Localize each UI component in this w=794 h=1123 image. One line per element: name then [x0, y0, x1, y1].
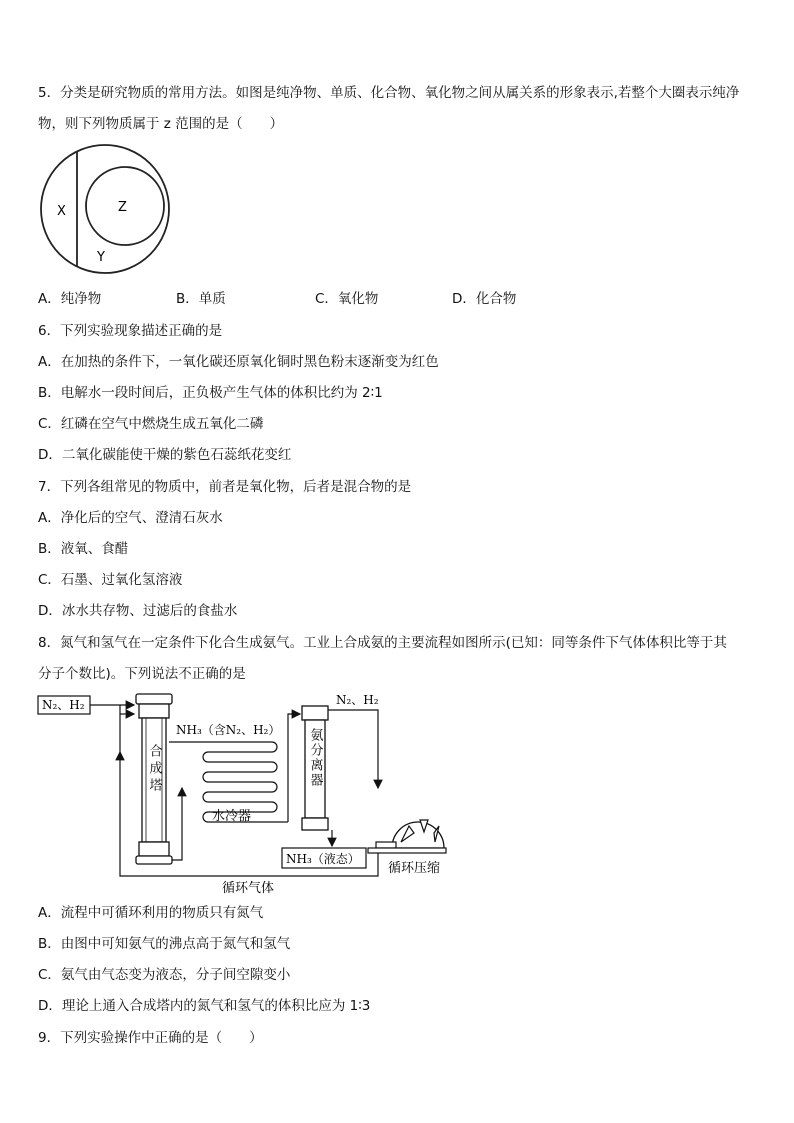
- product-label: NH₃（含N₂、H₂）: [176, 723, 281, 737]
- venn-label-x: X: [57, 204, 66, 219]
- q5-option-a: A．纯净物: [38, 291, 102, 307]
- q7-option-d: D．冰水共存物、过滤后的食盐水: [38, 603, 238, 619]
- circulating-compressor: [368, 820, 446, 853]
- q7-option-c: C．石墨、过氧化氢溶液: [38, 572, 183, 588]
- q6-stem: 6．下列实验现象描述正确的是: [38, 323, 223, 339]
- q9-stem: 9．下列实验操作中正确的是（ ）: [38, 1030, 263, 1046]
- venn-label-z: Z: [118, 200, 127, 215]
- separator-label: 氨分离器: [307, 728, 323, 788]
- q8-option-c: C．氨气由气态变为液态，分子间空隙变小: [38, 967, 291, 983]
- q6-option-a: A．在加热的条件下，一氧化碳还原氧化铜时黑色粉末逐渐变为红色: [38, 354, 439, 370]
- liquid-label: NH₃（液态）: [286, 852, 360, 866]
- venn-diagram: [38, 143, 174, 275]
- venn-label-y: Y: [97, 250, 105, 265]
- q8-stem-line1: 8．氮气和氢气在一定条件下化合生成氨气。工业上合成氨的主要流程如图所示(已知：同等条件下气体体积比等于其: [38, 635, 727, 651]
- recycle-top-label: N₂、H₂: [336, 693, 379, 707]
- q7-option-a: A．净化后的空气、澄清石灰水: [38, 510, 223, 526]
- q6-option-d: D．二氧化碳能使干燥的紫色石蕊纸花变红: [38, 447, 292, 463]
- q6-option-c: C．红磷在空气中燃烧生成五氧化二磷: [38, 416, 264, 432]
- q7-option-b: B．液氧、食醋: [38, 541, 129, 557]
- ammonia-process-diagram: [36, 692, 456, 898]
- loop-label: 循环气体: [222, 881, 275, 896]
- compressor-label: 循环压缩: [388, 861, 441, 876]
- q5-option-d: D．化合物: [452, 291, 517, 307]
- input-label: N₂、H₂: [42, 698, 85, 712]
- q5-option-c: C．氧化物: [315, 291, 379, 307]
- cooler-label: 水冷器: [212, 809, 252, 824]
- q8-option-b: B．由图中可知氨气的沸点高于氮气和氢气: [38, 936, 291, 952]
- tower-label: 合成塔: [146, 744, 162, 795]
- q5-stem-line2: 物，则下列物质属于 z 范围的是（ ）: [38, 116, 284, 132]
- q5-option-b: B．单质: [176, 291, 226, 307]
- q6-option-b: B．电解水一段时间后，正负极产生气体的体积比约为 2∶1: [38, 385, 383, 401]
- q8-stem-line2: 分子个数比)。下列说法不正确的是: [38, 666, 246, 682]
- q8-option-d: D．理论上通入合成塔内的氮气和氢气的体积比应为 1∶3: [38, 998, 371, 1014]
- q8-option-a: A．流程中可循环利用的物质只有氮气: [38, 905, 264, 921]
- q7-stem: 7．下列各组常见的物质中，前者是氧化物，后者是混合物的是: [38, 479, 412, 495]
- q5-stem-line1: 5．分类是研究物质的常用方法。如图是纯净物、单质、化合物、氧化物之间从属关系的形象表示,若整个大圈表示纯净: [38, 85, 740, 101]
